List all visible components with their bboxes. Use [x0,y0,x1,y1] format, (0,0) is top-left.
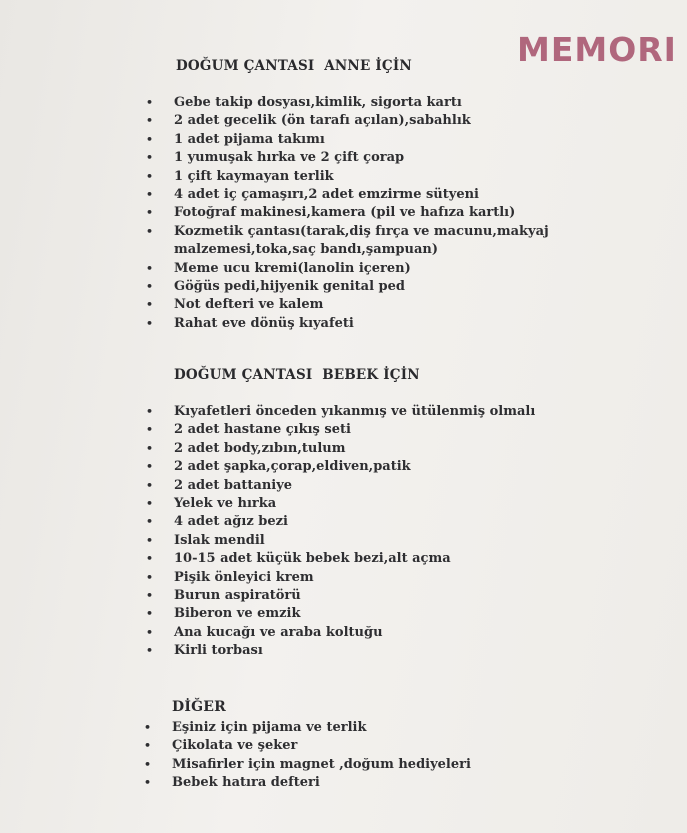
bullet-icon: • [146,206,154,220]
list-item [146,403,535,421]
heading-anne: DOĞUM ÇANTASI ANNE İÇİN [176,58,412,74]
list-item [146,278,674,296]
list-item-text: 1 adet pijama takımı [174,131,325,147]
list-item-text: 2 adet hastane çıkış seti [174,422,351,438]
list-item-text: Göğüs pedi,hijyenik genital ped [174,279,406,295]
list-item [146,569,535,587]
list-item-text: Islak mendil [174,532,265,548]
bullet-icon: • [146,552,154,566]
bullet-icon: • [146,625,154,639]
bullet-icon: • [146,497,154,511]
list-item [146,260,674,278]
list-item [146,204,674,222]
heading-bebek: DOĞUM ÇANTASI BEBEK İÇİN [174,367,420,383]
list-item [146,186,674,204]
bullet-icon: • [144,757,152,771]
bullet-icon: • [146,316,154,330]
list-item [146,223,674,260]
list-item-text: Yelek ve hırka [174,496,277,512]
list-item-text: Biberon ve emzik [174,606,301,622]
list-item [146,605,535,623]
bullet-icon: • [146,533,154,547]
list-item-text: Eşiniz için pijama ve terlik [172,720,367,735]
list-item [146,131,674,149]
list-item [144,737,471,755]
list-item [146,168,674,186]
list-item [146,477,535,495]
bullet-icon: • [144,721,152,734]
bullet-icon: • [146,114,154,128]
bullet-icon: • [146,589,154,603]
list-item-text: Çikolata ve şeker [172,738,298,754]
list-item-text: Misafirler için magnet ,doğum hediyeleri [172,756,471,772]
bullet-icon: • [146,96,154,109]
list-item-text: Not defteri ve kalem [174,297,324,313]
bullet-icon: • [146,570,154,584]
bullet-icon: • [146,132,154,146]
list-item [144,719,471,737]
bullet-icon: • [144,776,152,790]
bullet-icon: • [146,280,154,294]
list-item-text: 2 adet battaniye [174,477,293,493]
list-item-text: 10-15 adet küçük bebek bezi,alt açma [174,551,451,567]
list-item-text: 1 yumuşak hırka ve 2 çift çorap [174,150,405,166]
bullet-icon: • [144,739,152,753]
list-item-text: Kozmetik çantası(tarak,diş fırça ve macunu,makyaj malzemesi,toka,saç bandı,şampuan) [174,223,549,258]
list-item-text: 2 adet gecelik (ön tarafı açılan),sabahlık [174,113,471,129]
heading-diger: DİĞER [172,699,226,715]
brand-logo: MEMORI [517,30,677,69]
list-item [146,587,535,605]
bullet-icon: • [146,169,154,183]
list-item [146,296,674,314]
list-item [146,624,535,642]
bullet-icon: • [146,224,154,238]
list-item [146,421,535,439]
bullet-icon: • [146,441,154,455]
list-item-text: 1 çift kaymayan terlik [174,168,334,184]
list-item-text: Bebek hatıra defteri [172,775,320,791]
list-item-text: Pişik önleyici krem [174,569,314,585]
list-item [146,112,674,130]
bullet-icon: • [146,515,154,529]
bullet-icon: • [146,478,154,492]
list-item [146,315,674,333]
list-item-text: 4 adet iç çamaşırı,2 adet emzirme sütyeni [174,187,479,203]
bullet-icon: • [146,423,154,437]
list-item [146,532,535,550]
list-item-text: Ana kucağı ve araba koltuğu [174,624,383,640]
list-item [146,440,535,458]
bullet-icon: • [146,460,154,474]
list-item-text: Rahat eve dönüş kıyafeti [174,315,354,331]
bullet-icon: • [146,261,154,275]
list-item [146,550,535,568]
list-item-text: Gebe takip dosyası,kimlik, sigorta kartı [174,95,462,110]
list-item-text: Meme ucu kremi(lanolin içeren) [174,260,411,276]
bullet-icon: • [146,607,154,621]
bullet-icon: • [146,405,154,418]
list-item-text: Kirli torbası [174,643,263,659]
list-item [146,94,674,112]
list-item [144,774,471,792]
list-bebek [146,403,535,661]
list-item-text: 2 adet şapka,çorap,eldiven,patik [174,459,411,475]
bullet-icon: • [146,151,154,165]
bullet-icon: • [146,644,154,658]
list-item-text: Kıyafetleri önceden yıkanmış ve ütülenmiş olmalı [174,404,536,419]
bullet-icon: • [146,188,154,202]
list-item [146,149,674,167]
list-diger [144,719,471,793]
list-item [146,642,535,660]
list-item [146,513,535,531]
list-item-text: Fotoğraf makinesi,kamera (pil ve hafıza kartlı) [174,205,516,221]
list-item [144,756,471,774]
list-item-text: 2 adet body,zıbın,tulum [174,440,346,456]
list-item [146,458,535,476]
list-item-text: 4 adet ağız bezi [174,514,288,530]
bullet-icon: • [146,298,154,312]
list-item-text: Burun aspiratörü [174,588,301,604]
list-item [146,495,535,513]
list-anne [146,94,674,333]
